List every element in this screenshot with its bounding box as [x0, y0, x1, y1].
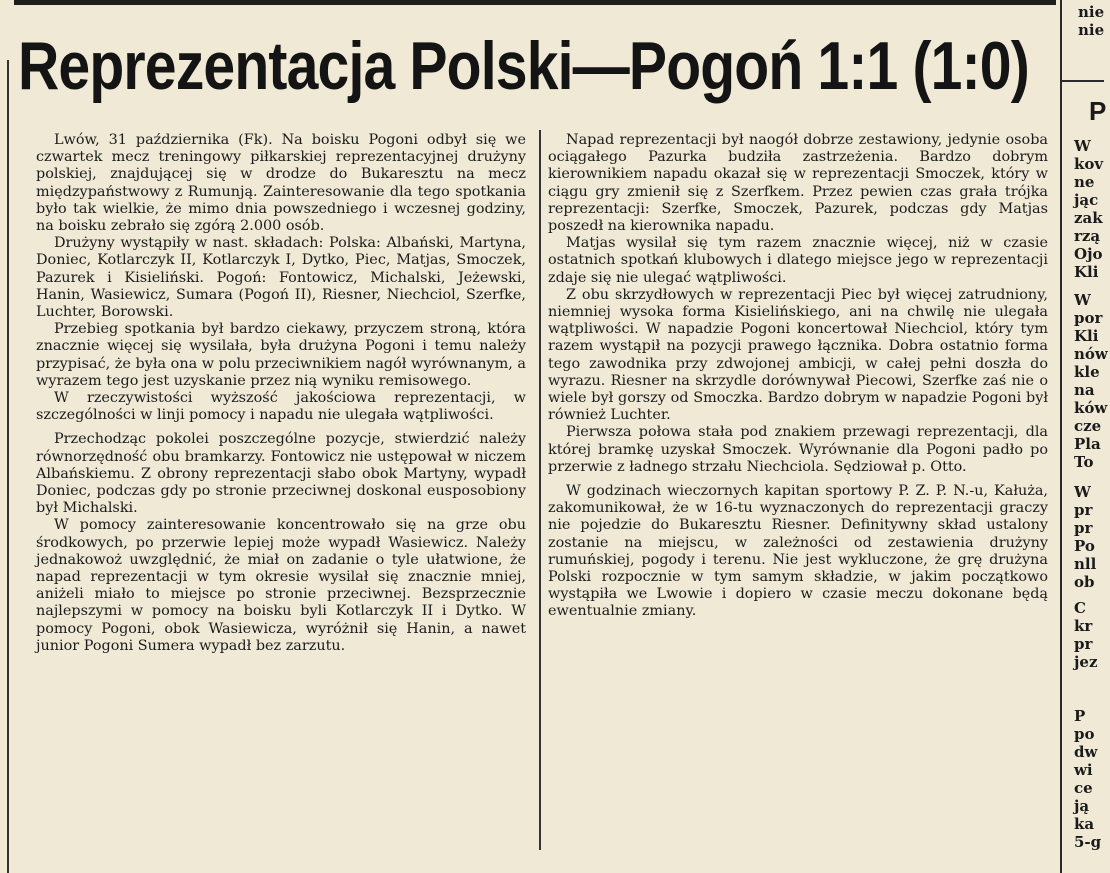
side-column-heading: P [1089, 96, 1107, 126]
paragraph: Matjas wysilał się tym razem znacznie więcej, niż w czasie ostatnich spotkań klubowych i dlatego miejsce jego w reprezentacji zdaje się nie ulegać wątpliwości. [548, 235, 1048, 286]
paragraph: Pierwsza połowa stała pod znakiem przewagi reprezentacji, dla której bramkę uzyskał Smoczek. Wyrównanie dla Pogoni padło po przerwie z ładnego strzału Niechciola. Sędziował p. Otto. [548, 424, 1048, 475]
paragraph: W pomocy zainteresowanie koncentrowało się na grze obu środkowych, po przerwie lepiej może wypadł Wasiewicz. Należy jednakowoż uwzględnić, że miał on zadanie o tyle ułatwione, że napad reprezentacji w tym okresie wysilał się znacznie mniej, aniżeli miało to miejsce po stronie przeciwnej. Bezsprzecznie najlepszymi w pomocy na boisku byli Kotlarczyk II i Dytko. W pomocy Pogoni, obok Wasiewicza, wyróżnił się Hanin, a nawet junior Pogoni Sumera wypadł bez zarzutu. [36, 517, 526, 654]
side-fragment-line: nie [1078, 3, 1105, 21]
side-fragment-line: Ojo [1074, 245, 1103, 263]
article-column-right [548, 132, 1048, 621]
side-fragment-line: kov [1074, 155, 1104, 173]
side-fragment-line: To [1074, 453, 1094, 471]
paragraph: Napad reprezentacji był naogół dobrze zestawiony, jedynie osoba ociągałego Pazurka budziła zastrzeżenia. Bardzo dobrym kierownikiem napadu okazał się w reprezentacji Smoczek, który w ciągu gry zmienił się z Szerfkem. Przez pewien czas grała trójka reprezentacji: Szerfke, Smoczek, Pazurek, podczas gdy Matjas poszedł na kierownika napadu. [548, 132, 1048, 235]
side-fragment-line: ob [1074, 573, 1095, 591]
column-divider [539, 130, 541, 850]
side-fragment-line: P [1074, 707, 1086, 725]
paragraph: Z obu skrzydłowych w reprezentacji Piec był więcej zatrudniony, niemniej wysoka forma Kisielińskiego, ani na chwilę nie ulegała wątpliwości. W napadzie Pogoni koncertował Niechciol, który tym razem wystąpił na pozycji prawego łącznika. Dobra ostatnio forma tego zawodnika przy zdwojonej ambicji, w całej pełni doszła do wyrazu. Riesner na skrzydle dorównywał Piecowi, Szerfke zaś nie o wiele był gorszy od Smoczka. Bardzo dobrym w napadzie Pogoni był również Luchter. [548, 286, 1048, 424]
side-fragment-line: W [1074, 137, 1091, 155]
side-fragment-line: kr [1074, 617, 1093, 635]
side-fragment-line: Pla [1074, 435, 1101, 453]
side-fragment-line: nów [1074, 345, 1108, 363]
paragraph: W rzeczywistości wyższość jakościowa reprezentacji, w szczególności w linji pomocy i napadu nie ulegała wątpliwości. [36, 390, 526, 424]
paragraph: Przebieg spotkania był bardzo ciekawy, przyczem stroną, która znacznie więcej się wysilała, była drużyna Pogoni i temu należy przypisać, że była ona w polu przeciwnikiem nagół wyrównanym, a wyrazem tego jest uzyskanie przez nią wyniku remisowego. [36, 321, 526, 389]
side-fragment-line: pr [1074, 519, 1093, 537]
side-fragment-line: pr [1074, 501, 1093, 519]
paragraph: Drużyny wystąpiły w nast. składach: Polska: Albański, Martyna, Doniec, Kotlarczyk II, Kotlarczyk I, Dytko, Piec, Matjas, Smoczek, Pazurek i Kisieliński. Pogoń: Fontowicz, Michalski, Jeżewski, Hanin, Wasiewicz, Sumara (Pogoń II), Riesner, Niechciol, Szerfke, Luchter, Borowski. [36, 235, 526, 321]
side-fragment-line: Kli [1074, 327, 1099, 345]
left-edge-rule [7, 60, 9, 873]
side-fragment-line: Kli [1074, 263, 1099, 281]
side-fragment-line: nie [1078, 21, 1105, 39]
side-fragment-line: na [1074, 381, 1095, 399]
side-fragment-line: C [1074, 599, 1086, 617]
side-fragment-line: po [1074, 725, 1095, 743]
side-fragment-line: cze [1074, 417, 1102, 435]
side-fragment-line: ne [1074, 173, 1095, 191]
top-border-rule [14, 0, 1056, 5]
paragraph: Lwów, 31 października (Fk). Na boisku Pogoni odbył się we czwartek mecz treningowy piłkarskiej reprezentacyjnej drużyny polskiej, znajdującej się w drodze do Bukaresztu na mecz międzypaństwowy z Rumunją. Zainteresowanie dla tego spotkania było tak wielkie, że mimo dnia powszedniego i wczesnej godziny, na boisku zebrało się zgórą 2.000 osób. [36, 132, 526, 235]
side-fragment-line: pr [1074, 635, 1093, 653]
article-headline: Reprezentacja Polski—Pogoń 1:1 (1:0) [18, 28, 1029, 104]
side-fragment-line: W [1074, 483, 1091, 501]
side-fragment-line: wi [1074, 761, 1093, 779]
side-fragment-line: jez [1074, 653, 1098, 671]
side-fragment-line: Po [1074, 537, 1095, 555]
side-fragment-line: nll [1074, 555, 1097, 573]
column-separator-right [1060, 0, 1062, 873]
side-fragment-line: kle [1074, 363, 1100, 381]
side-fragment-line: jąc [1074, 191, 1099, 209]
paragraph: W godzinach wieczornych kapitan sportowy P. Z. P. N.-u, Kałuża, zakomunikował, że w 16-tu wyznaczonych do reprezentacji graczy nie pojedzie do Bukaresztu Riesner. Definitywny skład ustalony zostanie na miejscu, w zależności od zestawienia drużyny rumuńskiej, pogody i terenu. Nie jest wykluczone, że grę drużyna Polski rozpocznie w tym samym składzie, w jakim początkowo wystąpiła we Lwowie i dopiero w czasie meczu dokonane będą ewentualnie zmiany. [548, 483, 1048, 620]
side-fragment-line: ją [1074, 797, 1090, 815]
article-column-left [36, 132, 526, 655]
side-fragment-line: dw [1074, 743, 1098, 761]
side-fragment-line: rzą [1074, 227, 1101, 245]
adjacent-article-fragment [1070, 0, 1110, 873]
side-fragment-line: W [1074, 291, 1091, 309]
paragraph: Przechodząc pokolei poszczególne pozycje, stwierdzić należy równorzędność obu bramkarzy. Fontowicz nie ustępował w niczem Albańskiemu. Z obrony reprezentacji słabo obok Martyny, wypadł Doniec, podczas gdy po stronie przeciwnej doskonal eusposobiony był Michalski. [36, 431, 526, 517]
side-fragment-line: zak [1074, 209, 1103, 227]
side-fragment-line: ce [1074, 779, 1093, 797]
side-fragment-line: ka [1074, 815, 1095, 833]
side-fragment-line: ków [1074, 399, 1108, 417]
side-fragment-line: por [1074, 309, 1103, 327]
side-fragment-line: 5-g [1074, 833, 1102, 851]
